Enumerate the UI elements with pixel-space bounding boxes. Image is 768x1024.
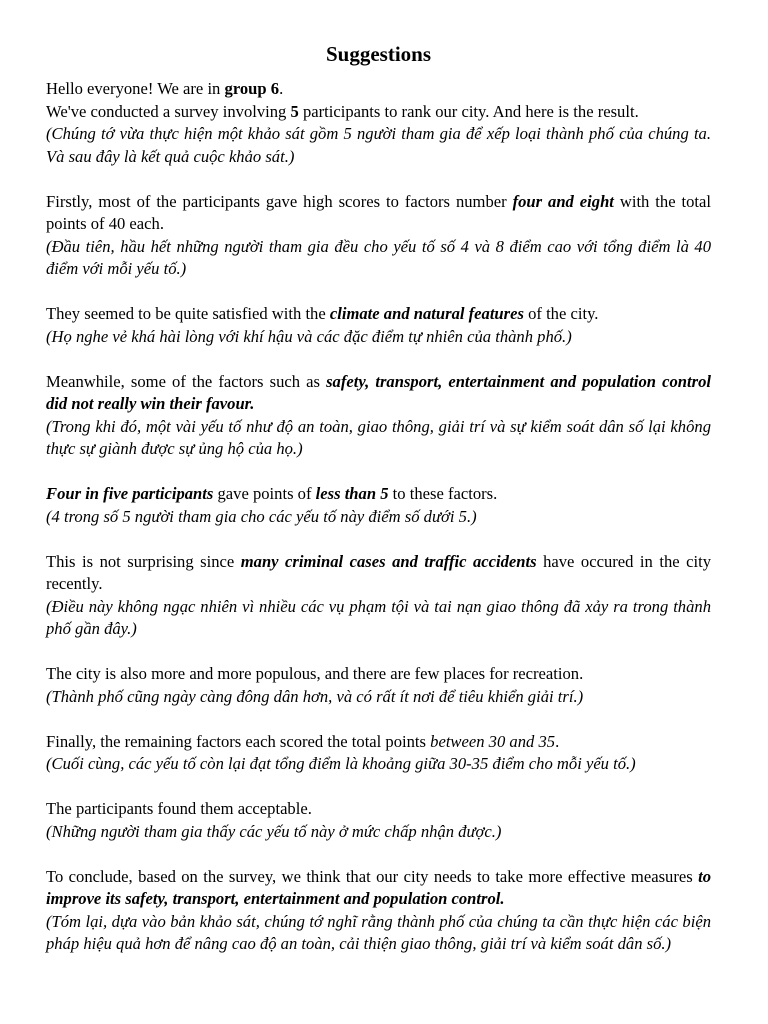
paragraph-firstly <box>46 191 711 281</box>
p3-emphasis: safety, transport, entertainment and population control did not really win their favour. <box>46 371 712 413</box>
p7-translation: (Cuối cùng, các yếu tố còn lại đạt tổng điểm là khoảng giữa 30-35 điểm cho mỗi yếu tố.) <box>46 754 636 773</box>
p9-pre: To conclude, based on the survey, we think that our city needs to take more effective measures <box>46 866 699 886</box>
p2-emphasis: climate and natural features <box>329 304 524 323</box>
p9-emphasis: to improve its safety, transport, entertainment and population control. <box>46 866 711 908</box>
p5-pre: This is not surprising since <box>46 551 241 571</box>
p1-pre: Firstly, most of the participants gave high scores to factors number <box>46 191 513 211</box>
p9-translation: (Tóm lại, dựa vào bản khảo sát, chúng tớ nghĩ rằng thành phố của chúng ta cần thực hiện các biện pháp hiệu quả hơn để nâng cao độ an toàn, cải thiện giao thông, giải trí và kiểm soát dân số.) <box>46 911 711 953</box>
p4-emphasis-1: Four in five participants <box>46 484 214 503</box>
p2-post: of the city. <box>523 304 599 323</box>
p7-emphasis: between 30 and 35 <box>430 731 556 751</box>
survey-pre: We've conducted a survey involving <box>46 101 291 121</box>
p6-text: The city is also more and more populous, and there are few places for recreation. <box>46 664 584 683</box>
paragraph-meanwhile <box>46 371 711 461</box>
paragraph-four-in-five <box>46 483 711 528</box>
greeting-line <box>46 78 711 101</box>
page-title: Suggestions <box>325 42 432 66</box>
survey-count: 5 <box>290 101 299 121</box>
paragraph-satisfied <box>46 303 711 348</box>
p1-post: with the total points of 40 each. <box>46 191 711 233</box>
p1-translation: (Đầu tiên, hầu hết những người tham gia đều cho yếu tố số 4 và 8 điểm cao với tổng điểm là 40 điểm với mỗi yếu tố.) <box>46 236 711 278</box>
p5-post: have occured in the city recently. <box>46 551 711 593</box>
p6-translation: (Thành phố cũng ngày càng đông dân hơn, và có rất ít nơi để tiêu khiển giải trí.) <box>46 686 584 706</box>
p3-pre: Meanwhile, some of the factors such as <box>46 371 327 391</box>
p1-emphasis: four and eight <box>512 191 614 211</box>
intro-paragraph <box>46 78 711 168</box>
p4-post: to these factors. <box>388 484 498 503</box>
p8-text: The participants found them acceptable. <box>46 799 312 818</box>
greeting-pre: Hello everyone! We are in <box>46 79 225 98</box>
paragraph-conclusion <box>46 866 711 956</box>
intro-translation: (Chúng tớ vừa thực hiện một khảo sát gồm 5 người tham gia để xếp loại thành phố của chúng ta. Và sau đây là kết quả cuộc khảo sát.) <box>46 124 711 166</box>
p2-pre: They seemed to be quite satisfied with the <box>46 304 330 323</box>
p2-translation: (Họ nghe vẻ khá hài lòng với khí hậu và các đặc điểm tự nhiên của thành phố.) <box>46 326 572 346</box>
p5-translation: (Điều này không ngạc nhiên vì nhiều các vụ phạm tội và tai nạn giao thông đã xảy ra trong thành phố gần đây.) <box>46 596 711 638</box>
paragraph-populous <box>46 663 711 708</box>
p8-translation: (Những người tham gia thấy các yếu tố này ở mức chấp nhận được.) <box>46 821 502 841</box>
survey-line <box>46 101 711 124</box>
greeting-post: . <box>279 79 284 98</box>
group-name: group 6 <box>224 79 280 98</box>
paragraph-not-surprising <box>46 551 711 641</box>
p5-emphasis: many criminal cases and traffic accidents <box>240 551 537 571</box>
survey-post: participants to rank our city. And here is the result. <box>298 101 639 121</box>
p3-translation: (Trong khi đó, một vài yếu tố như độ an toàn, giao thông, giải trí và sự kiểm soát dân số lại không thực sự giành được sự ủng hộ của họ.) <box>46 416 711 458</box>
p4-emphasis-2: less than 5 <box>315 484 389 503</box>
p4-translation: (4 trong số 5 người tham gia cho các yếu tố này điểm số dưới 5.) <box>46 506 477 526</box>
paragraph-acceptable <box>46 798 711 843</box>
p4-mid: gave points of <box>213 484 316 503</box>
p7-pre: Finally, the remaining factors each scored the total points <box>46 731 431 751</box>
paragraph-finally <box>46 731 711 776</box>
p7-post: . <box>555 731 560 751</box>
